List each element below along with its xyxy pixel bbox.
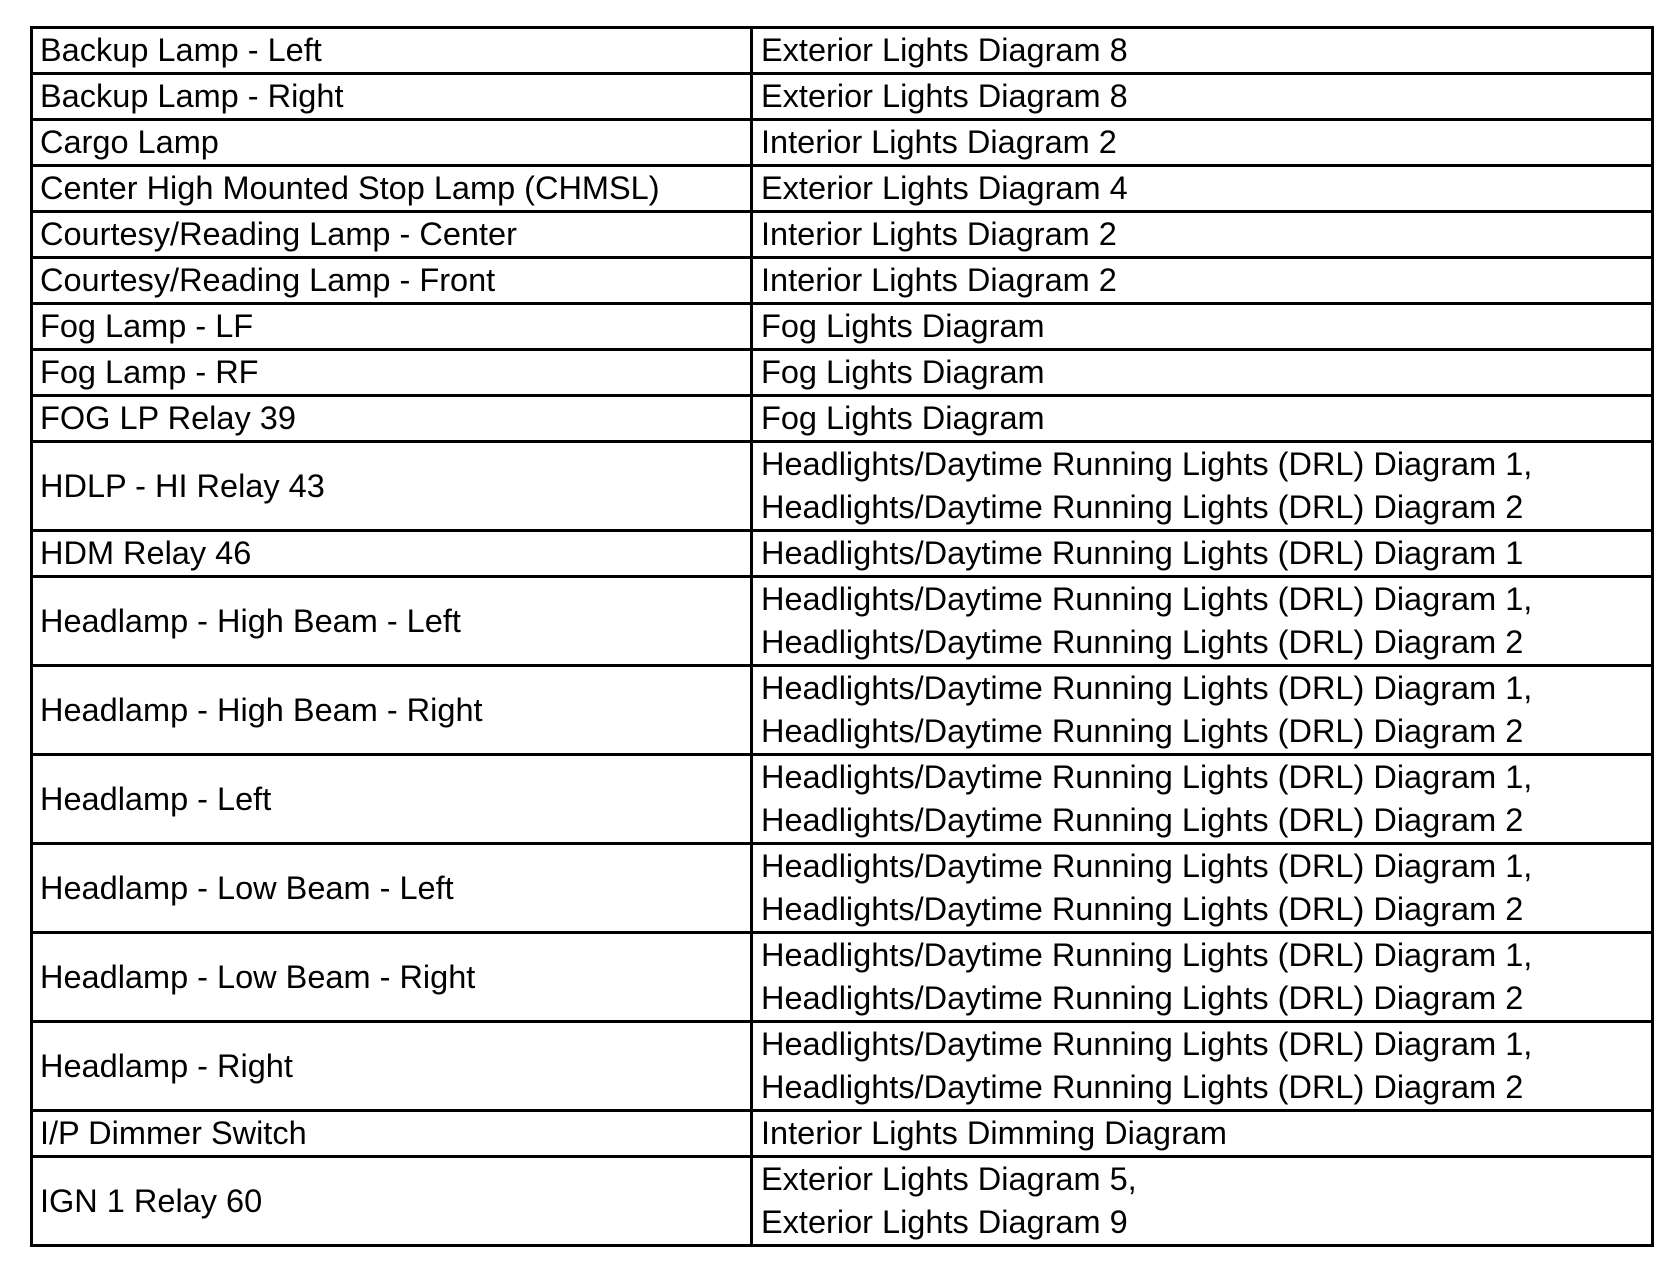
component-cell: HDM Relay 46 — [32, 531, 752, 577]
diagram-reference: Headlights/Daytime Running Lights (DRL) Diagram 1, — [761, 581, 1533, 617]
diagram-reference: Interior Lights Diagram 2 — [761, 216, 1117, 252]
component-cell: Headlamp - Low Beam - Left — [32, 844, 752, 933]
diagram-reference: Headlights/Daytime Running Lights (DRL) Diagram 1, — [761, 446, 1533, 482]
diagram-cell — [752, 666, 1653, 755]
diagram-cell — [752, 577, 1653, 666]
table-body — [32, 28, 1653, 1246]
table-row — [32, 304, 1653, 350]
diagram-cell — [752, 1022, 1653, 1111]
diagram-reference: Interior Lights Dimming Diagram — [761, 1115, 1227, 1151]
diagram-reference: Exterior Lights Diagram 8 — [761, 32, 1128, 68]
diagram-reference: Headlights/Daytime Running Lights (DRL) Diagram 1, — [761, 937, 1533, 973]
component-cell: Backup Lamp - Right — [32, 74, 752, 120]
table-row — [32, 844, 1653, 933]
table-row — [32, 74, 1653, 120]
diagram-reference: Fog Lights Diagram — [761, 400, 1045, 436]
component-cell: Cargo Lamp — [32, 120, 752, 166]
component-cell: Courtesy/Reading Lamp - Center — [32, 212, 752, 258]
component-cell: Headlamp - High Beam - Right — [32, 666, 752, 755]
component-diagram-table — [30, 26, 1654, 1247]
diagram-reference: Headlights/Daytime Running Lights (DRL) Diagram 1 — [761, 535, 1524, 571]
diagram-reference: Headlights/Daytime Running Lights (DRL) Diagram 2 — [761, 713, 1524, 749]
diagram-reference: Interior Lights Diagram 2 — [761, 262, 1117, 298]
component-cell: Headlamp - Left — [32, 755, 752, 844]
diagram-reference: Headlights/Daytime Running Lights (DRL) Diagram 2 — [761, 624, 1524, 660]
table-row — [32, 212, 1653, 258]
diagram-cell — [752, 304, 1653, 350]
diagram-cell — [752, 258, 1653, 304]
diagram-cell — [752, 166, 1653, 212]
table-row — [32, 120, 1653, 166]
component-cell: Fog Lamp - RF — [32, 350, 752, 396]
component-cell: IGN 1 Relay 60 — [32, 1157, 752, 1246]
table-row — [32, 258, 1653, 304]
component-cell: FOG LP Relay 39 — [32, 396, 752, 442]
diagram-reference: Fog Lights Diagram — [761, 308, 1045, 344]
table-row — [32, 28, 1653, 74]
diagram-reference: Headlights/Daytime Running Lights (DRL) Diagram 1, — [761, 759, 1533, 795]
component-cell: Fog Lamp - LF — [32, 304, 752, 350]
diagram-reference: Exterior Lights Diagram 8 — [761, 78, 1128, 114]
component-cell: Backup Lamp - Left — [32, 28, 752, 74]
diagram-reference: Headlights/Daytime Running Lights (DRL) Diagram 2 — [761, 802, 1524, 838]
diagram-cell — [752, 74, 1653, 120]
table-row — [32, 350, 1653, 396]
component-cell: Headlamp - Low Beam - Right — [32, 933, 752, 1022]
diagram-reference: Headlights/Daytime Running Lights (DRL) Diagram 2 — [761, 489, 1524, 525]
diagram-cell — [752, 1111, 1653, 1157]
diagram-reference: Exterior Lights Diagram 5, — [761, 1161, 1137, 1197]
table-row — [32, 933, 1653, 1022]
table-row — [32, 396, 1653, 442]
diagram-cell — [752, 28, 1653, 74]
diagram-cell — [752, 212, 1653, 258]
diagram-cell — [752, 755, 1653, 844]
table-row — [32, 755, 1653, 844]
table-row — [32, 577, 1653, 666]
table-row — [32, 531, 1653, 577]
component-cell: Headlamp - Right — [32, 1022, 752, 1111]
diagram-reference: Exterior Lights Diagram 9 — [761, 1204, 1128, 1240]
diagram-cell — [752, 350, 1653, 396]
component-cell: Center High Mounted Stop Lamp (CHMSL) — [32, 166, 752, 212]
component-cell: Headlamp - High Beam - Left — [32, 577, 752, 666]
diagram-cell — [752, 1157, 1653, 1246]
component-cell: I/P Dimmer Switch — [32, 1111, 752, 1157]
diagram-cell — [752, 396, 1653, 442]
table-row — [32, 1022, 1653, 1111]
diagram-reference: Exterior Lights Diagram 4 — [761, 170, 1128, 206]
table-row — [32, 1157, 1653, 1246]
table-row — [32, 442, 1653, 531]
diagram-reference: Fog Lights Diagram — [761, 354, 1045, 390]
table-row — [32, 1111, 1653, 1157]
diagram-reference: Headlights/Daytime Running Lights (DRL) Diagram 2 — [761, 891, 1524, 927]
diagram-reference: Interior Lights Diagram 2 — [761, 124, 1117, 160]
table-row — [32, 166, 1653, 212]
diagram-reference: Headlights/Daytime Running Lights (DRL) Diagram 1, — [761, 848, 1533, 884]
diagram-cell — [752, 933, 1653, 1022]
diagram-reference: Headlights/Daytime Running Lights (DRL) Diagram 2 — [761, 1069, 1524, 1105]
diagram-cell — [752, 844, 1653, 933]
diagram-cell — [752, 442, 1653, 531]
diagram-reference: Headlights/Daytime Running Lights (DRL) Diagram 2 — [761, 980, 1524, 1016]
diagram-cell — [752, 120, 1653, 166]
component-cell: HDLP - HI Relay 43 — [32, 442, 752, 531]
table-row — [32, 666, 1653, 755]
diagram-reference: Headlights/Daytime Running Lights (DRL) Diagram 1, — [761, 1026, 1533, 1062]
diagram-cell — [752, 531, 1653, 577]
component-cell: Courtesy/Reading Lamp - Front — [32, 258, 752, 304]
diagram-reference: Headlights/Daytime Running Lights (DRL) Diagram 1, — [761, 670, 1533, 706]
component-diagram-table-container — [30, 26, 1651, 1247]
